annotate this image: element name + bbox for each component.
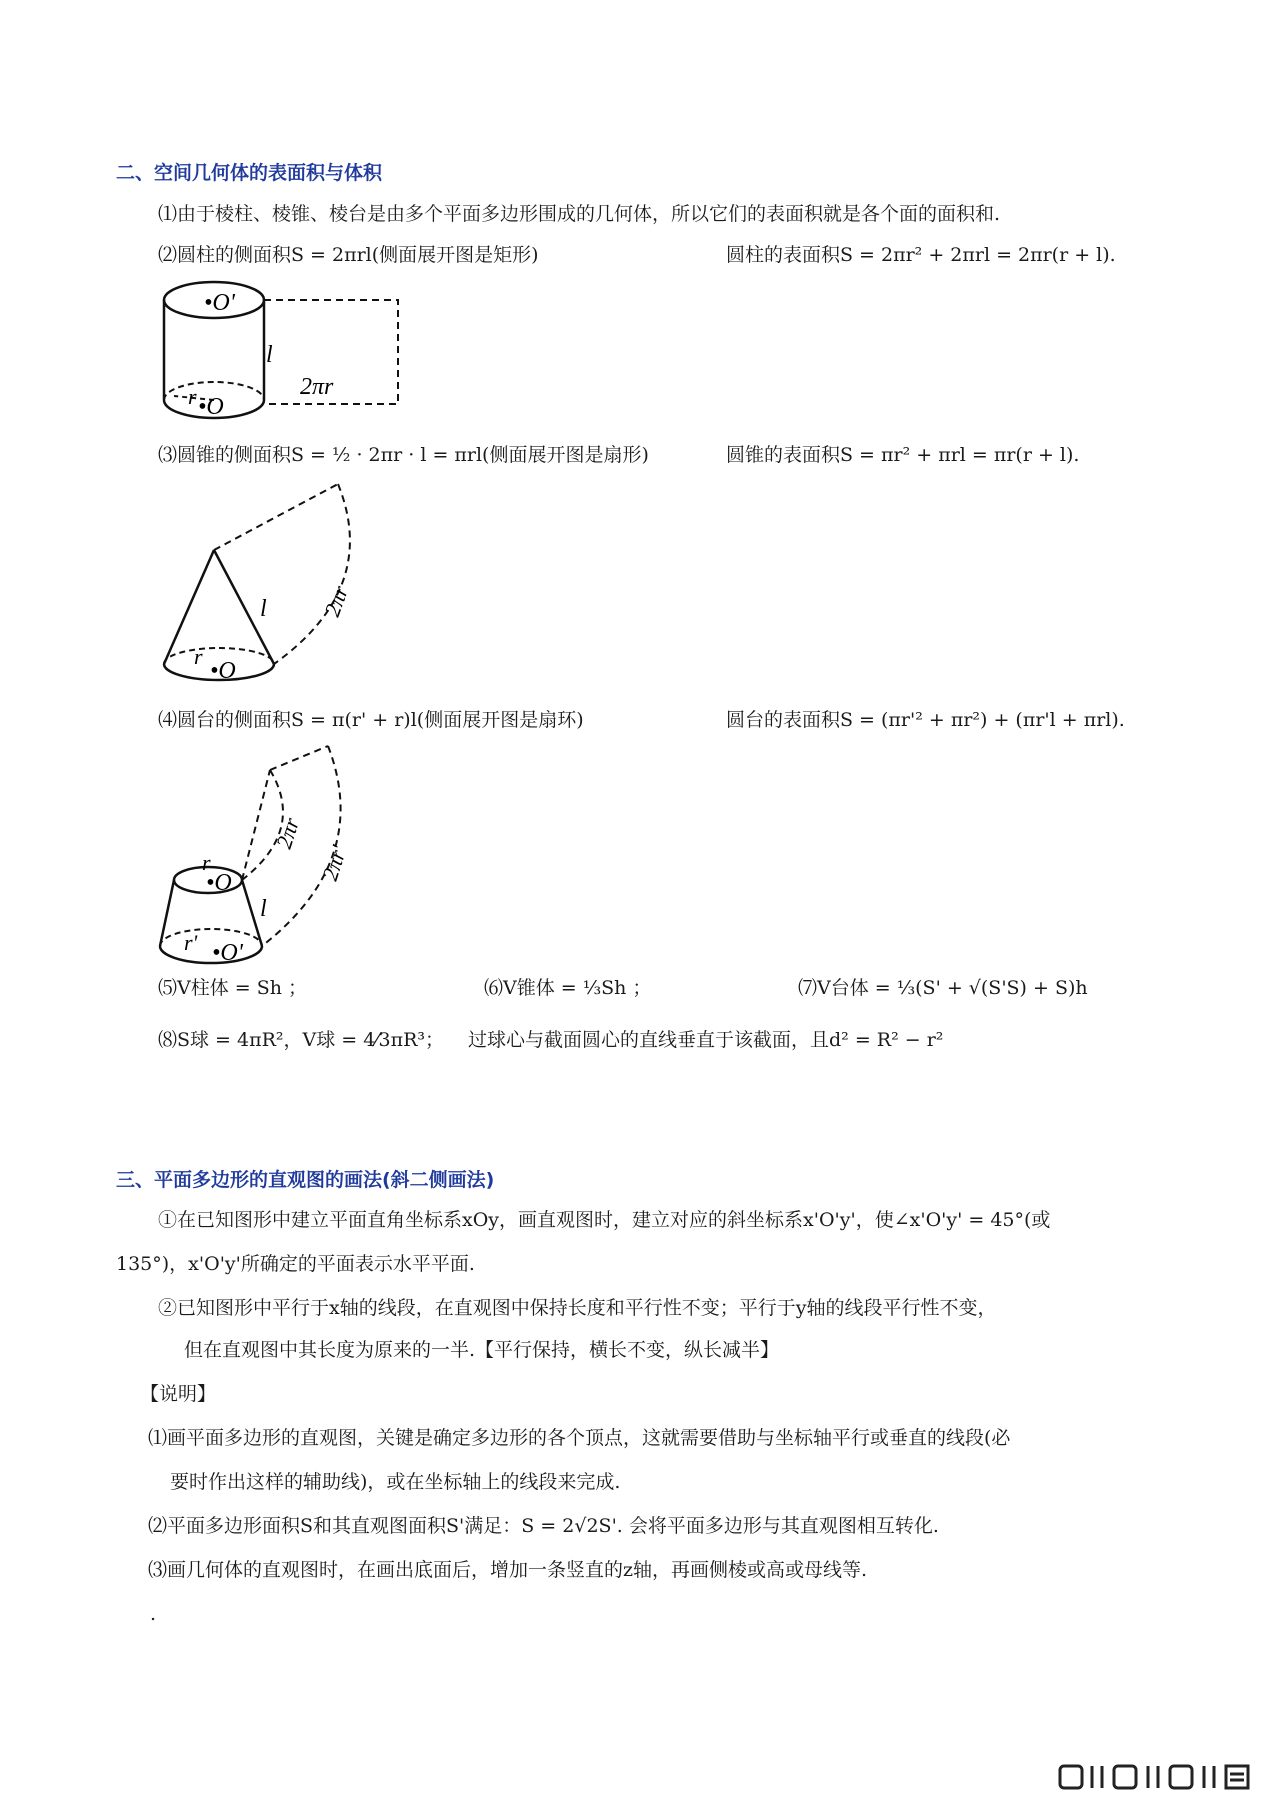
cone-radius-label: r (194, 644, 203, 669)
frustum-inner-arc-label: 2πr (270, 814, 305, 852)
item7-text: ⑺V台体 = ⅓(S' + √(S'S) + S)h (798, 977, 1088, 999)
watermark-logo (1058, 1760, 1258, 1796)
frustum-slant-label: l (260, 896, 267, 922)
item3-right-text: 圆锥的表面积S = πr² + πrl = πr(r + l). (726, 444, 1080, 466)
note1-line2: 要时作出这样的辅助线)，或在坐标轴上的线段来完成. (170, 1471, 621, 1493)
item6-text: ⑹V锥体 = ⅓Sh ； (484, 977, 652, 999)
note-title: 【说明】 (140, 1383, 217, 1405)
frustum-bottom-center-label: •O' (212, 940, 243, 966)
frustum-bottom-radius-label: r' (184, 930, 198, 955)
s3-p2-line2: 但在直观图中其长度为原来的一半.【平行保持，横长不变，纵长减半】 (184, 1339, 780, 1361)
cone-arc-label: 2πr (319, 582, 354, 620)
cylinder-bottom-label: •O (198, 394, 224, 420)
trailing-dot: . (150, 1603, 157, 1625)
item2-left-text: ⑵圆柱的侧面积S = 2πrl(侧面展开图是矩形) (158, 244, 539, 266)
section2-heading: 二、空间几何体的表面积与体积 (116, 162, 383, 184)
item1-text: ⑴由于棱柱、棱锥、棱台是由多个平面多边形围成的几何体，所以它们的表面积就是各个面的面积和. (158, 203, 1001, 225)
frustum-top-radius-label: r (202, 850, 211, 875)
cylinder-figure (150, 278, 410, 423)
item4-left-text: ⑷圆台的侧面积S = π(r' + r)l(侧面展开图是扇环) (158, 709, 584, 731)
item3-left-text: ⑶圆锥的侧面积S = ½ · 2πr · l = πrl(侧面展开图是扇形) (158, 444, 649, 466)
note1-line1: ⑴画平面多边形的直观图，关键是确定多边形的各个顶点，这就需要借助与坐标轴平行或垂直的线段(必 (148, 1427, 1011, 1449)
cylinder-top-label: •O' (204, 290, 235, 316)
s3-p1-line1: ①在已知图形中建立平面直角坐标系xOy，画直观图时，建立对应的斜坐标系x'O'y'，使∠x'O'y' = 45°(或 (158, 1209, 1051, 1231)
frustum-top-center-label: •O (206, 870, 232, 896)
frustum-figure (150, 740, 380, 970)
cone-figure (150, 478, 380, 698)
section3-heading: 三、平面多边形的直观图的画法(斜二侧画法) (116, 1169, 495, 1191)
frustum-outer-arc-label: 2πr' (316, 842, 352, 884)
item8-right-text: 过球心与截面圆心的直线垂直于该截面，且d² = R² − r² (468, 1029, 944, 1051)
note3-text: ⑶画几何体的直观图时，在画出底面后，增加一条竖直的z轴，再画侧棱或高或母线等. (148, 1559, 868, 1581)
cone-center-label: •O (210, 658, 236, 684)
cone-slant-label: l (260, 596, 267, 622)
s3-p2-line1: ②已知图形中平行于x轴的线段，在直观图中保持长度和平行性不变；平行于y轴的线段平行性不变， (158, 1297, 997, 1319)
cylinder-radius-label: r (188, 384, 197, 409)
item5-text: ⑸V柱体 = Sh ； (158, 977, 308, 999)
cylinder-height-label: l (266, 342, 273, 368)
note2-text: ⑵平面多边形面积S和其直观图面积S'满足：S = 2√2S'. 会将平面多边形与其直观图相互转化. (148, 1515, 939, 1537)
cylinder-circumference-label: 2πr (300, 374, 334, 400)
item8-left-text: ⑻S球 = 4πR²，V球 = 4⁄3πR³； (158, 1029, 444, 1051)
item2-right-text: 圆柱的表面积S = 2πr² + 2πrl = 2πr(r + l). (726, 244, 1116, 266)
item4-right-text: 圆台的表面积S = (πr'² + πr²) + (πr'l + πrl). (726, 709, 1125, 731)
s3-p1-line2: 135°)，x'O'y'所确定的平面表示水平平面. (116, 1253, 475, 1275)
